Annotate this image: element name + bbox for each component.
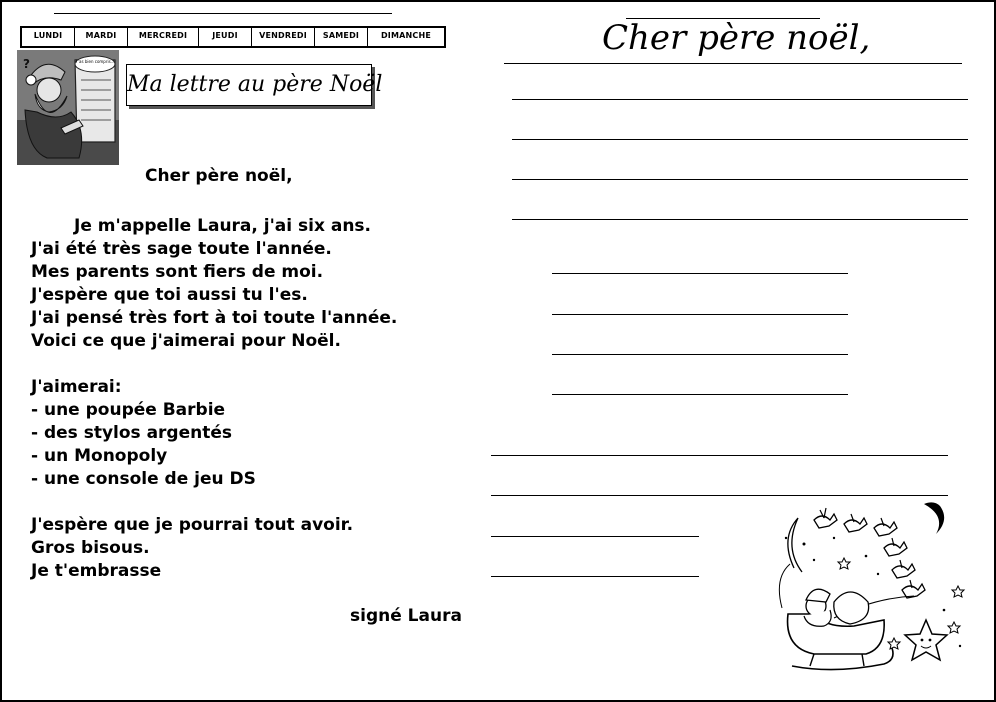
writing-line[interactable] — [512, 139, 968, 140]
writing-line[interactable] — [504, 63, 962, 64]
writing-line[interactable] — [512, 99, 968, 100]
writing-line[interactable] — [491, 536, 699, 537]
letter-line: J'espère que toi aussi tu l'es. — [31, 285, 308, 305]
wish-item: - une console de jeu DS — [31, 469, 256, 489]
writing-line[interactable] — [552, 314, 848, 315]
letter-line: Mes parents sont fiers de moi. — [31, 262, 324, 282]
letter-closing-line: Gros bisous. — [31, 538, 150, 558]
writing-line[interactable] — [491, 576, 699, 577]
letter-line: J'ai pensé très fort à toi toute l'année. — [31, 308, 398, 328]
svg-text:?: ? — [23, 57, 30, 71]
letter-signature: signé Laura — [350, 606, 462, 626]
name-line — [54, 13, 392, 14]
wish-item: - une poupée Barbie — [31, 400, 226, 420]
santa-writing-illustration — [17, 50, 119, 165]
day-saturday: SAMEDI — [315, 28, 368, 46]
writing-line[interactable] — [552, 273, 848, 274]
day-thursday: JEUDI — [199, 28, 252, 46]
letter-closing-line: J'espère que je pourrai tout avoir. — [31, 515, 354, 535]
letter-closing-line: Je t'embrasse — [31, 561, 162, 581]
days-of-week-bar — [20, 26, 446, 48]
letter-line: Je m'appelle Laura, j'ai six ans. — [74, 216, 372, 236]
day-sunday: DIMANCHE — [380, 31, 432, 40]
wish-list-heading: J'aimerai: — [31, 377, 122, 397]
smiling-star-icon — [905, 620, 947, 660]
wish-item: - des stylos argentés — [31, 423, 233, 443]
santa-bubble-text: T'as bien compris... — [75, 59, 115, 64]
writing-line[interactable] — [491, 455, 948, 456]
wish-item: - un Monopoly — [31, 446, 168, 466]
letter-line: J'ai été très sage toute l'année. — [31, 239, 332, 259]
writing-line[interactable] — [552, 394, 848, 395]
writing-line[interactable] — [552, 354, 848, 355]
right-heading-cursive: Cher père noël, — [602, 18, 871, 58]
letter-line: Voici ce que j'aimerai pour Noël. — [31, 331, 341, 351]
writing-line[interactable] — [491, 495, 948, 496]
letter-salutation: Cher père noël, — [145, 166, 293, 186]
day-friday: VENDREDI — [252, 28, 315, 46]
day-wednesday: MERCREDI — [128, 28, 199, 46]
worksheet-title: Ma lettre au père Noël — [126, 64, 372, 106]
day-tuesday: MARDI — [75, 28, 128, 46]
writing-line[interactable] — [512, 219, 968, 220]
writing-line[interactable] — [512, 179, 968, 180]
day-monday: LUNDI — [22, 28, 75, 46]
santa-sleigh-illustration — [774, 498, 970, 682]
